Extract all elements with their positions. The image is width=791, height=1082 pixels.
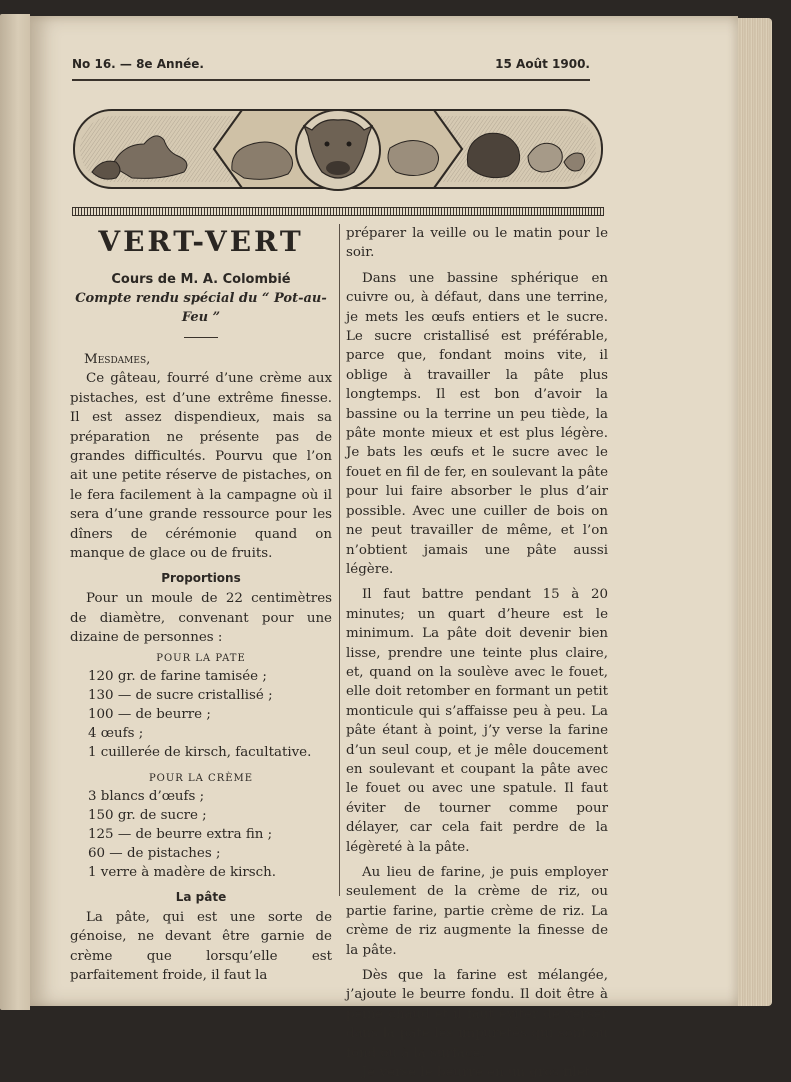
ingredient-item: 125 — de beurre extra fin ; (88, 826, 273, 842)
facing-page-edge (0, 14, 30, 1010)
right-column (346, 224, 608, 1082)
ingredient-item: 130 — de sucre cristallisé ; (88, 687, 273, 703)
page-header (72, 57, 590, 71)
ingredient-item: 1 verre à madère de kirsch. (88, 864, 277, 880)
course-byline: Cours de M. A. Colombié (111, 272, 291, 287)
ingredient-item: 60 — de pistaches ; (88, 845, 221, 861)
body-paragraph: Au lieu de farine, je puis employer seulement de la crème de riz, ou partie farine, partie crème de riz. La crème de riz augmente la finesse de la pâte. (346, 865, 608, 958)
left-column (70, 224, 332, 985)
title-rule (184, 337, 218, 338)
ingredient-item: 150 gr. de sucre ; (88, 807, 207, 823)
ingredient-item: 1 cuillerée de kirsch, facultative. (88, 744, 312, 760)
ingredient-item: 100 — de beurre ; (88, 706, 211, 722)
turkey-icon (467, 133, 519, 177)
header-rule (72, 79, 590, 81)
body-paragraph: Il faut battre pendant 15 à 20 minutes; un quart d’heure est le minimum. La pâte doit devenir bien lisse, prendre une teinte plus claire, et, quand on la soulève avec le fouet, elle doit retomber en formant un petit monticule qui s’affaisse peu à peu. La pâte étant à point, j’y verse la farine d’un seul coup, et je mêle doucement en soulevant et coupant la pâte avec le fouet ou avec une spatule. Il faut éviter de tourner comme pour délayer, car cela fait perdre de la légèreté à la pâte. (346, 587, 608, 855)
article-subtitle: Compte rendu spécial du “ Pot-au-Feu ” (75, 291, 327, 325)
body-paragraph: Dès que la farine est mélangée, j’ajoute le beurre fondu. Il doit être à peine chaud et il faut éviter de verser dans la pâte les impuretés qui sont au fond ou à la surface. (346, 968, 608, 1061)
ingredient-item: 120 gr. de farine tamisée ; (88, 668, 267, 684)
issue-number: No 16. — 8e Année. (72, 57, 204, 71)
issue-date: 15 Août 1900. (495, 57, 590, 71)
ingredient-item: 4 œufs ; (88, 725, 144, 741)
column-divider (339, 224, 340, 896)
banner-rule (72, 207, 604, 216)
pig-icon (388, 140, 439, 175)
creme-subheading: POUR LA CRÈME (148, 772, 254, 784)
pate-heading: La pâte (175, 889, 227, 904)
body-paragraph: préparer la veille ou le matin pour le soir. (346, 226, 608, 261)
proportions-heading: Proportions (161, 571, 241, 586)
ingredient-item: 3 blancs d’œufs ; (88, 788, 205, 804)
salutation: Mesdames, (84, 352, 151, 367)
proportions-paragraph: Pour un moule de 22 centimètres de diamètre, convenant pour une dizaine de personnes : (70, 591, 332, 646)
pate-subheading: POUR LA PATE (156, 652, 246, 664)
intro-paragraph: Ce gâteau, fourré d’une crème aux pistaches, est d’une extrême finesse. Il est assez dispendieux, mais sa préparation ne présente pas de grandes difficultés. Pourvu que l’on ait une petite réserve de pistaches, on le fera facilement à la campagne où il sera d’une grande ressource pour les dîners de cérémonie quand on manque de glace ou de fruits. (70, 371, 332, 562)
body-paragraph: Dans une bassine sphérique en cuivre ou, à défaut, dans une terrine, je mets les œufs entiers et le sucre. Le sucre cristallisé est préférable, parce que, fondant moins vite, il oblige à travailler la pâte plus longtemps. Il est bon d’avoir la bassine ou la terrine un peu tiède, la pâte monte mieux et est plus légère. Je bats les œufs et le sucre avec le fouet en fil de fer, en soulevant la pâte pour lui faire absorber le plus d’air possible. Avec une cuiller de bois on ne peut travailler de même, et l’on n’obtient jamais une pâte aussi légère. (346, 270, 608, 577)
decorative-banner-illustration (72, 100, 604, 198)
article-title: VERT-VERT (98, 225, 304, 258)
pate-paragraph: La pâte, qui est une sorte de génoise, ne devant être garnie de crème que lorsqu’elle est parfaitement froide, il faut la (70, 909, 332, 983)
body-paragraph: Je verse le beurre en un gros filet (362, 1065, 591, 1081)
